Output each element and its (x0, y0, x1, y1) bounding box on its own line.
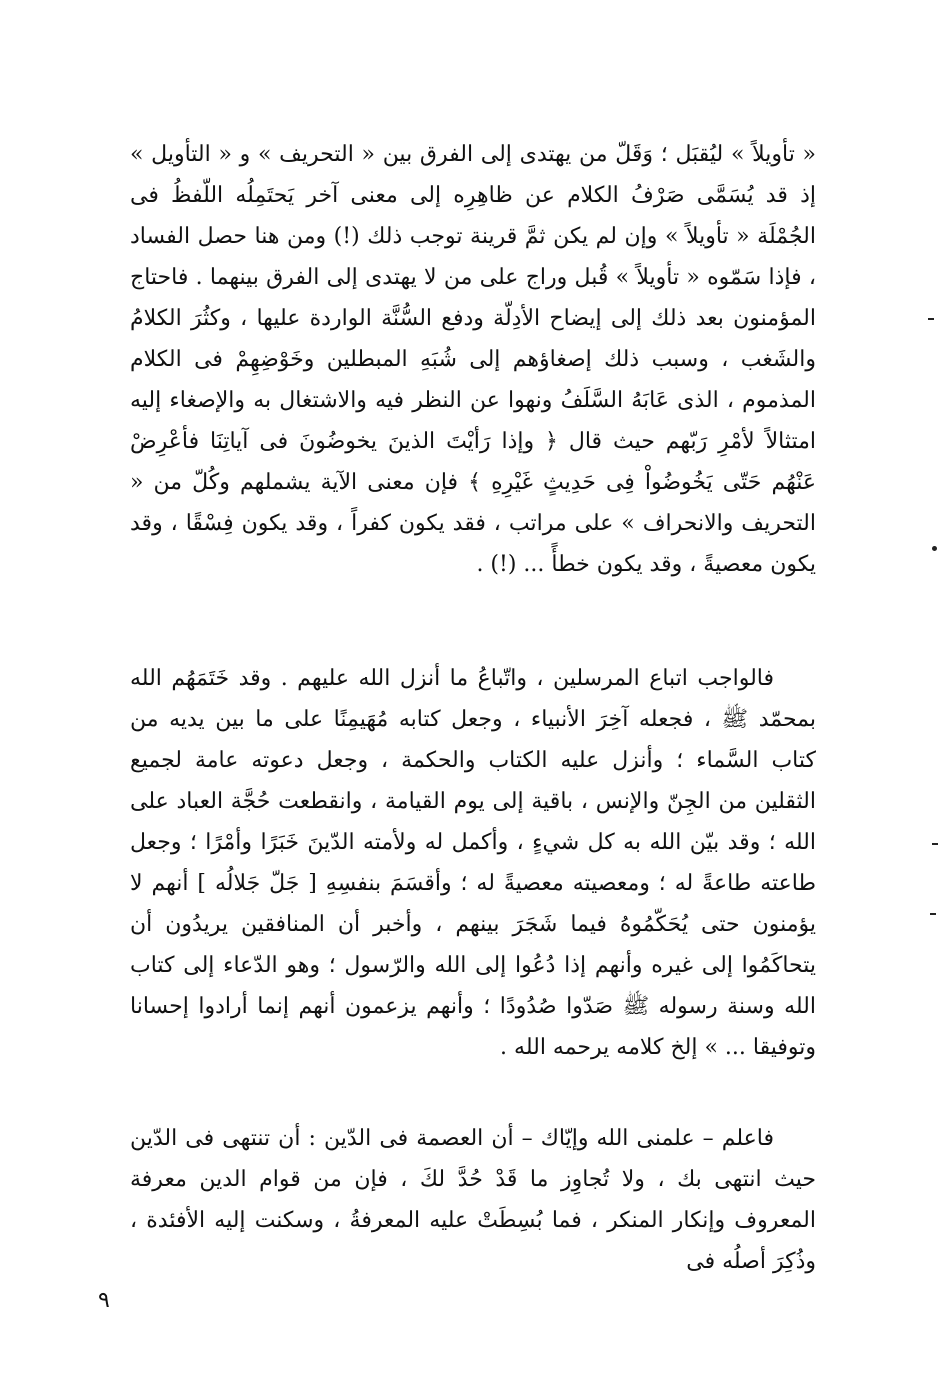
paragraph-1-block (130, 134, 816, 585)
margin-dot-mark (932, 546, 937, 551)
margin-tick-mark (932, 843, 938, 845)
margin-tick-mark (928, 318, 934, 320)
margin-tick-mark (930, 913, 936, 915)
paragraph-2: فالواجب اتباع المرسلين ، واتّباعُ ما أنزل الله عليهم . وقد خَتَمَهُم الله بمحمّد ﷺ ، فجعله آخِرَ الأنبياء ، وجعل كتابه مُهَيمِنًا على ما بين يديه من كتاب السَّماء ؛ وأنزل عليه الكتاب والحكمة ، وجعل دعوته عامة لجميع الثقلين من الجِنّ والإنس ، باقية إلى يوم القيامة ، وانقطعت حُجَّة العباد على الله ؛ وقد بيّن الله به كل شيءٍ ، وأكمل له ولأمته الدّينَ خَبَرًا وأمْرًا ؛ وجعل طاعته طاعةً له ؛ ومعصيته معصيةً له ؛ وأقسَمَ بنفسِهِ [ جَلّ جَلالُه ] أنهم لا يؤمنون حتى يُحَكّمُوهُ فيما شَجَرَ بينهم ، وأخبر أن المنافقين يريدُون أن يتحاكَمُوا إلى غيره وأنهم إذا دُعُوا إلى الله والرّسول ؛ وهو الدّعاء إلى كتاب الله وسنة رسوله ﷺ صَدّوا صُدُودًا ؛ وأنهم يزعمون أنهم إنما أرادوا إحسانا وتوفيقا ... » إلخ كلامه يرحمه الله . (130, 666, 816, 1060)
paragraph-3: فاعلم – علمنى الله وإيّاك – أن العصمة فى الدّين : أن تنتهى فى الدّين حيث انتهى بك ، ولا تُجاوِز ما قَدْ حُدَّ لكَ ، فإن من قوام الدين معرفة المعروف وإنكار المنكر ، فما بُسِطَتْ عليه المعرفةُ ، وسكنت إليه الأفئدة ، وذُكِرَ أصلُه فى (130, 1126, 816, 1274)
paragraph-1: « تأويلاً » ليُقبَل ؛ وَقَلّ من يهتدى إلى الفرق بين « التحريف » و « التأويل » إذ قد يُسَمَّى صَرْفُ الكلام عن ظاهِرِه إلى معنى آخر يَحتَمِلُه اللّفظُ فى الجُمْلَة « تأويلاً » وإن لم يكن ثمَّ قرينة توجب ذلك (!) ومن هنا حصل الفساد ، فإذا سَمّوه « تأويلاً » قُبل وراج على من لا يهتدى إلى الفرق بينهما . فاحتاج المؤمنون بعد ذلك إلى إيضاح الأدِلّة ودفع السُّنَّة الواردة عليها ، وكثُرَ الكلامُ والشَغب ، وسبب ذلك إصغاؤهم إلى شُبَهِ المبطلين وخَوْضِهِمْ فى الكلام المذموم ، الذى عَابَهُ السَّلَفُ ونهوا عن النظر فيه والاشتغال به والإصغاء إليه امتثالاً لأمْرِ رَبّهم حيث قال ﴿ وإذا رَأيْتَ الذينَ يخوضُونَ فى آياتِنَا فأعْرِضْ عَنْهُم حَتّى يَخُوضُواْ فِى حَدِيثٍ غَيْرِهِ ﴾ فإن معنى الآية يشملهم وكُلّ من « التحريف والانحراف » على مراتب ، فقد يكون كفراً ، وقد يكون فِسْقًا ، وقد يكون معصيةً ، وقد يكون خطأً ... (!) . (130, 142, 816, 577)
paragraph-3-block (130, 1118, 816, 1282)
page-number: ٩ (98, 1288, 110, 1313)
paragraph-2-block (130, 658, 816, 1068)
